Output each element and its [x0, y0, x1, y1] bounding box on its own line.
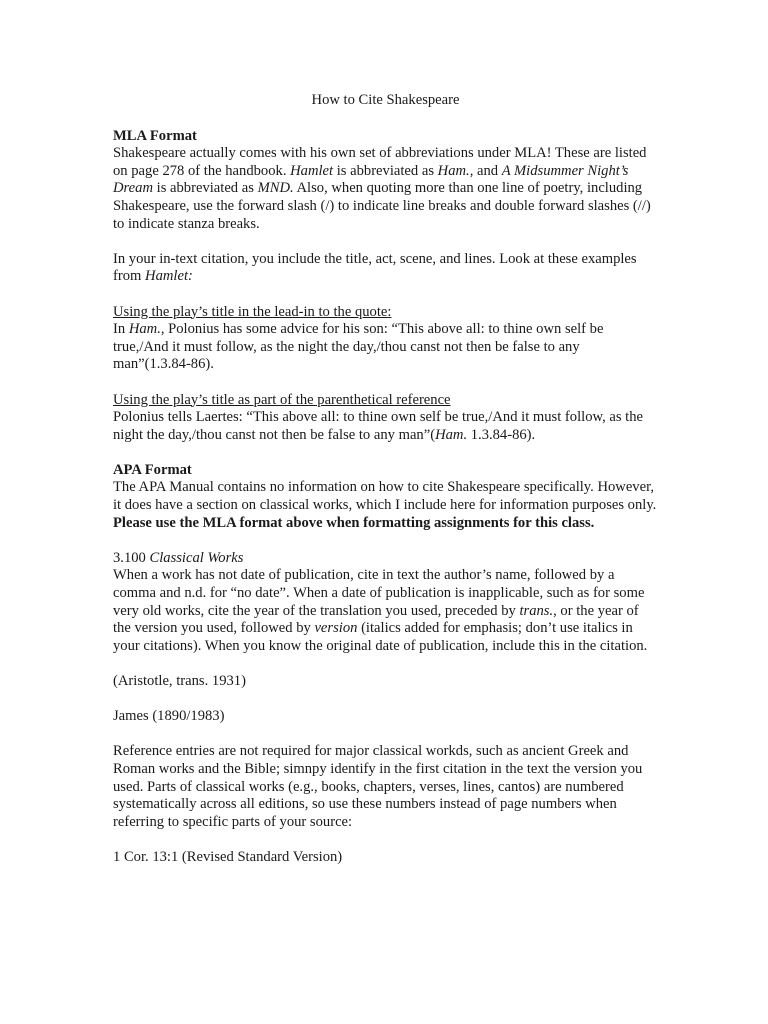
- mla-heading: MLA Format: [113, 127, 197, 144]
- italic-run: trans.: [519, 602, 554, 619]
- mla-example-parenthetical: [113, 392, 658, 445]
- text-run: (italics added for emphasis; don’t use italics in your citations). When you know the original date of publication, include this in the citation.: [113, 620, 648, 654]
- text-run: 1.3.84-86).: [467, 426, 536, 443]
- bold-run: Please use the MLA format above when formatting assignments for this class.: [113, 514, 595, 531]
- apa-classical-works-paragraph: [113, 550, 658, 656]
- section-title: Classical Works: [149, 549, 244, 566]
- text-run: Also, when quoting more than one line of poetry, including Shakespeare, use the forward slash (/) to indicate line breaks and double forward slashes (//) to indicate stanza breaks.: [113, 180, 651, 232]
- text-run: is abbreviated as: [153, 180, 258, 197]
- mla-citation-paragraph: [113, 251, 658, 286]
- mla-example-lead-in: [113, 304, 658, 374]
- italic-run: version: [314, 620, 358, 637]
- document-title: How to Cite Shakespeare: [311, 92, 460, 108]
- text-run: Shakespeare actually comes with his own set of abbreviations under MLA! These are listed on page 278 of the handbook.: [113, 145, 647, 179]
- apa-heading: APA Format: [113, 461, 192, 478]
- apa-example-james: James (1890/1983): [113, 708, 225, 725]
- text-run: , and: [469, 162, 502, 179]
- italic-run: Hamlet:: [145, 268, 193, 285]
- italic-run: Ham.: [435, 426, 468, 443]
- italic-run: Ham.: [437, 162, 470, 179]
- italic-run: A Midsummer Night’s Dream: [113, 162, 629, 197]
- apa-example-aristotle: (Aristotle, trans. 1931): [113, 673, 246, 689]
- italic-run: MND.: [257, 180, 294, 197]
- text-run: The APA Manual contains no information on how to cite Shakespeare specifically. However, it does have a section on classical works, which I include here for information purposes only.: [113, 479, 657, 514]
- italic-run: Ham.: [128, 321, 161, 338]
- italic-run: Hamlet: [290, 162, 334, 179]
- document-page: [113, 92, 658, 884]
- text-run: , Polonius has some advice for his son: “This above all: to thine own self be true,/And it must follow, as the night the day,/thou canst not then be false to any man”(1.3.84-86).: [113, 321, 604, 373]
- section-number: 3.100: [113, 549, 150, 566]
- text-run: , or the year of the version you used, followed by: [113, 602, 639, 637]
- text-run: In: [113, 321, 129, 338]
- apa-reference-paragraph: Reference entries are not required for major classical workds, such as ancient Greek and Roman works and the Bible; simnpy identify in the first citation in the text the version you used. Parts of classical works (e.g., books, chapters, verses, lines, cantos) are numbered systematically across all editions, so use these numbers instead of page numbers when referring to specific parts of your source:: [113, 743, 643, 830]
- text-run: Polonius tells Laertes: “This above all: to thine own self be true,/And it must follow, as the night the day,/thou canst not then be false to any man”(: [113, 409, 644, 443]
- text-run: is abbreviated as: [333, 162, 438, 179]
- apa-example-corinthians: 1 Cor. 13:1 (Revised Standard Version): [113, 848, 343, 865]
- mla-intro-paragraph: [113, 145, 658, 233]
- example-label: Using the play’s title in the lead-in to the quote:: [113, 303, 392, 320]
- text-run: In your in-text citation, you include the title, act, scene, and lines. Look at these examples from: [113, 250, 637, 285]
- text-run: When a work has not date of publication, cite in text the author’s name, followed by a comma and n.d. for “no date”. When a date of publication is inapplicable, such as for some very old works, cite the year of the translation you used, preceded by: [113, 567, 645, 619]
- example-label: Using the play’s title as part of the parenthetical reference: [113, 391, 451, 408]
- apa-intro-paragraph: [113, 479, 658, 532]
